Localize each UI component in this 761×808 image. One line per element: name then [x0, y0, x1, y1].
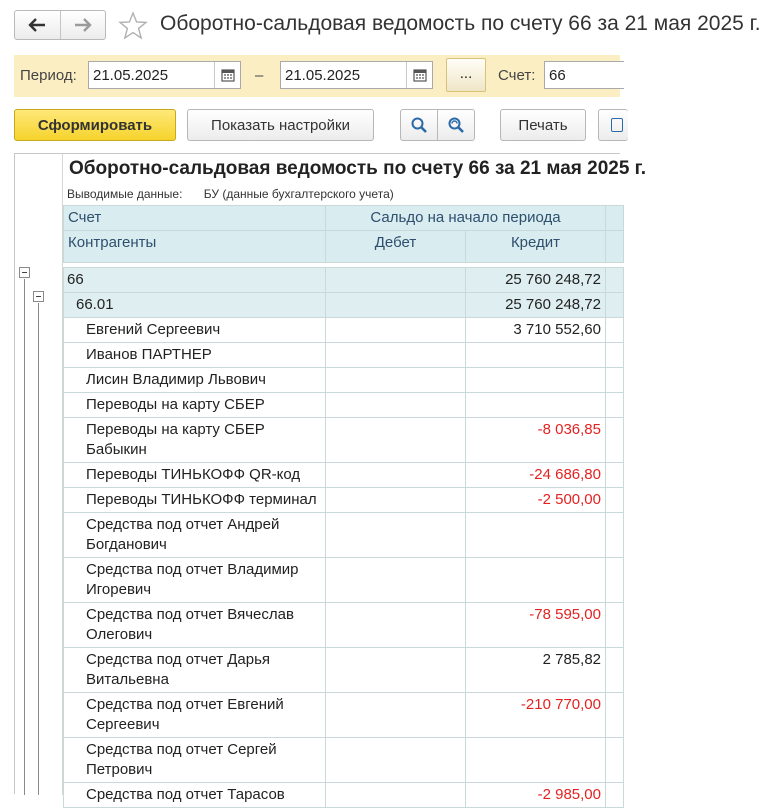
counterparty-cell[interactable]: Средства под отчет Тарасов	[64, 783, 326, 808]
credit-cell[interactable]: 2 785,82	[466, 648, 606, 693]
favorite-button[interactable]	[118, 11, 148, 41]
table-row[interactable]	[64, 488, 624, 513]
table-row[interactable]	[64, 783, 624, 808]
debit-cell[interactable]	[326, 393, 466, 418]
navigation-buttons	[14, 10, 106, 40]
extra-cell	[606, 648, 624, 693]
debit-cell[interactable]	[326, 293, 466, 318]
debit-cell[interactable]	[326, 318, 466, 343]
extra-cell	[606, 558, 624, 603]
forward-button[interactable]	[60, 11, 106, 39]
search-icon	[410, 116, 428, 134]
period-dash: –	[255, 67, 264, 84]
counterparty-cell[interactable]: Переводы ТИНЬКОФФ терминал	[64, 488, 326, 513]
table-row[interactable]	[64, 513, 624, 558]
account-field[interactable]	[544, 61, 624, 89]
window-title: Оборотно-сальдовая ведомость по счету 66 за 21 мая 2025 г.	[160, 12, 761, 35]
collapse-66-01-toggle[interactable]	[33, 291, 44, 302]
debit-cell[interactable]	[326, 558, 466, 603]
tree-line	[24, 279, 25, 795]
extra-cell	[606, 343, 624, 368]
calendar-icon	[221, 68, 235, 82]
group-row[interactable]	[64, 293, 624, 318]
header-debit: Дебет	[326, 231, 466, 263]
extra-cell	[606, 603, 624, 648]
extra-cell	[606, 783, 624, 808]
report-area[interactable]	[14, 153, 646, 803]
table-row[interactable]	[64, 418, 624, 463]
search-button[interactable]	[400, 109, 438, 141]
counterparty-cell[interactable]: Лисин Владимир Львович	[64, 368, 326, 393]
header-extra	[606, 231, 624, 263]
report-rows	[64, 268, 624, 808]
output-label: Выводимые данные:	[67, 187, 183, 201]
header-row-2	[64, 231, 624, 263]
group-row[interactable]	[64, 268, 624, 293]
period-to-value: 21.05.2025	[285, 67, 361, 84]
debit-cell[interactable]	[326, 513, 466, 558]
debit-cell[interactable]	[326, 418, 466, 463]
header-row-1	[64, 206, 624, 231]
output-value: БУ (данные бухгалтерского учета)	[203, 187, 394, 201]
counterparty-cell[interactable]: 66	[64, 268, 326, 293]
account-label: Счет:	[498, 67, 536, 84]
back-arrow-icon	[28, 18, 46, 32]
print-button[interactable]: Печать	[500, 109, 586, 141]
debit-cell[interactable]	[326, 648, 466, 693]
counterparty-cell[interactable]: Средства под отчет Вячеслав Олегович	[64, 603, 326, 648]
period-to-calendar-button[interactable]	[406, 62, 432, 88]
table-row[interactable]	[64, 368, 624, 393]
header-credit: Кредит	[466, 231, 606, 263]
period-select-button[interactable]: ...	[446, 58, 486, 92]
table-row[interactable]	[64, 603, 624, 648]
credit-cell[interactable]: 25 760 248,72	[466, 268, 606, 293]
report-sheet	[63, 154, 646, 803]
counterparty-cell[interactable]: Переводы на карту СБЕР	[64, 393, 326, 418]
credit-cell[interactable]: -2 500,00	[466, 488, 606, 513]
credit-cell[interactable]	[466, 513, 606, 558]
extra-cell	[606, 268, 624, 293]
table-row[interactable]	[64, 463, 624, 488]
table-row[interactable]	[64, 558, 624, 603]
period-label: Период:	[20, 67, 77, 84]
extra-cell	[606, 513, 624, 558]
extra-cell	[606, 368, 624, 393]
credit-cell[interactable]	[466, 393, 606, 418]
search-refresh-button[interactable]	[437, 109, 475, 141]
counterparty-cell[interactable]: Иванов ПАРТНЕР	[64, 343, 326, 368]
period-bar	[14, 55, 620, 97]
credit-cell[interactable]	[466, 738, 606, 783]
debit-cell[interactable]	[326, 603, 466, 648]
debit-cell[interactable]	[326, 268, 466, 293]
counterparty-cell[interactable]: Средства под отчет Владимир Игоревич	[64, 558, 326, 603]
calendar-icon	[413, 68, 427, 82]
counterparty-cell[interactable]: Переводы ТИНЬКОФФ QR-код	[64, 463, 326, 488]
credit-cell[interactable]: 25 760 248,72	[466, 293, 606, 318]
counterparty-cell[interactable]: Средства под отчет Сергей Петрович	[64, 738, 326, 783]
debit-cell[interactable]	[326, 738, 466, 783]
counterparty-cell[interactable]: Средства под отчет Евгений Сергеевич	[64, 693, 326, 738]
report-output-data	[67, 187, 394, 201]
counterparty-cell[interactable]: Евгений Сергеевич	[64, 318, 326, 343]
extra-cell	[606, 463, 624, 488]
credit-cell[interactable]: -24 686,80	[466, 463, 606, 488]
credit-cell[interactable]: 3 710 552,60	[466, 318, 606, 343]
account-value: 66	[549, 67, 566, 84]
debit-cell[interactable]	[326, 488, 466, 513]
header-opening-balance: Сальдо на начало периода	[326, 206, 606, 231]
forward-arrow-icon	[74, 18, 92, 32]
table-row[interactable]	[64, 648, 624, 693]
extra-cell	[606, 693, 624, 738]
credit-cell[interactable]	[466, 368, 606, 393]
collapse-66-toggle[interactable]	[19, 267, 30, 278]
credit-cell[interactable]: -78 595,00	[466, 603, 606, 648]
period-to-field[interactable]	[280, 61, 433, 89]
period-from-field[interactable]	[88, 61, 241, 89]
debit-cell[interactable]	[326, 368, 466, 393]
period-from-calendar-button[interactable]	[214, 62, 240, 88]
more-button[interactable]	[598, 109, 628, 141]
table-row[interactable]	[64, 318, 624, 343]
extra-cell	[606, 418, 624, 463]
counterparty-cell[interactable]: Средства под отчет Андрей Богданович	[64, 513, 326, 558]
extra-cell	[606, 738, 624, 783]
credit-cell[interactable]	[466, 558, 606, 603]
period-from-value: 21.05.2025	[93, 67, 169, 84]
counterparty-cell[interactable]: Переводы на карту СБЕР Бабыкин	[64, 418, 326, 463]
credit-cell[interactable]	[466, 343, 606, 368]
credit-cell[interactable]: -8 036,85	[466, 418, 606, 463]
title-bar	[0, 0, 761, 52]
credit-cell[interactable]: -210 770,00	[466, 693, 606, 738]
credit-cell[interactable]: -2 985,00	[466, 783, 606, 808]
header-extra	[606, 206, 624, 231]
grouping-gutter	[15, 154, 63, 795]
extra-cell	[606, 488, 624, 513]
header-account: Счет	[64, 206, 326, 231]
table-row[interactable]	[64, 693, 624, 738]
debit-cell[interactable]	[326, 463, 466, 488]
table-row[interactable]	[64, 738, 624, 783]
show-settings-button[interactable]: Показать настройки	[187, 109, 374, 141]
debit-cell[interactable]	[326, 693, 466, 738]
report-title: Оборотно-сальдовая ведомость по счету 66 за 21 мая 2025 г.	[69, 158, 646, 179]
table-row[interactable]	[64, 393, 624, 418]
tree-line	[38, 303, 39, 795]
extra-cell	[606, 393, 624, 418]
document-icon	[611, 118, 623, 132]
debit-cell[interactable]	[326, 343, 466, 368]
back-button[interactable]	[15, 11, 60, 39]
search-refresh-icon	[447, 116, 465, 134]
generate-button[interactable]: Сформировать	[14, 109, 176, 141]
counterparty-cell[interactable]: 66.01	[64, 293, 326, 318]
extra-cell	[606, 318, 624, 343]
favorite-star-icon	[118, 11, 148, 41]
debit-cell[interactable]	[326, 783, 466, 808]
extra-cell	[606, 293, 624, 318]
counterparty-cell[interactable]: Средства под отчет Дарья Витальевна	[64, 648, 326, 693]
header-counterparties: Контрагенты	[64, 231, 326, 263]
table-row[interactable]	[64, 343, 624, 368]
report-table	[63, 205, 624, 808]
